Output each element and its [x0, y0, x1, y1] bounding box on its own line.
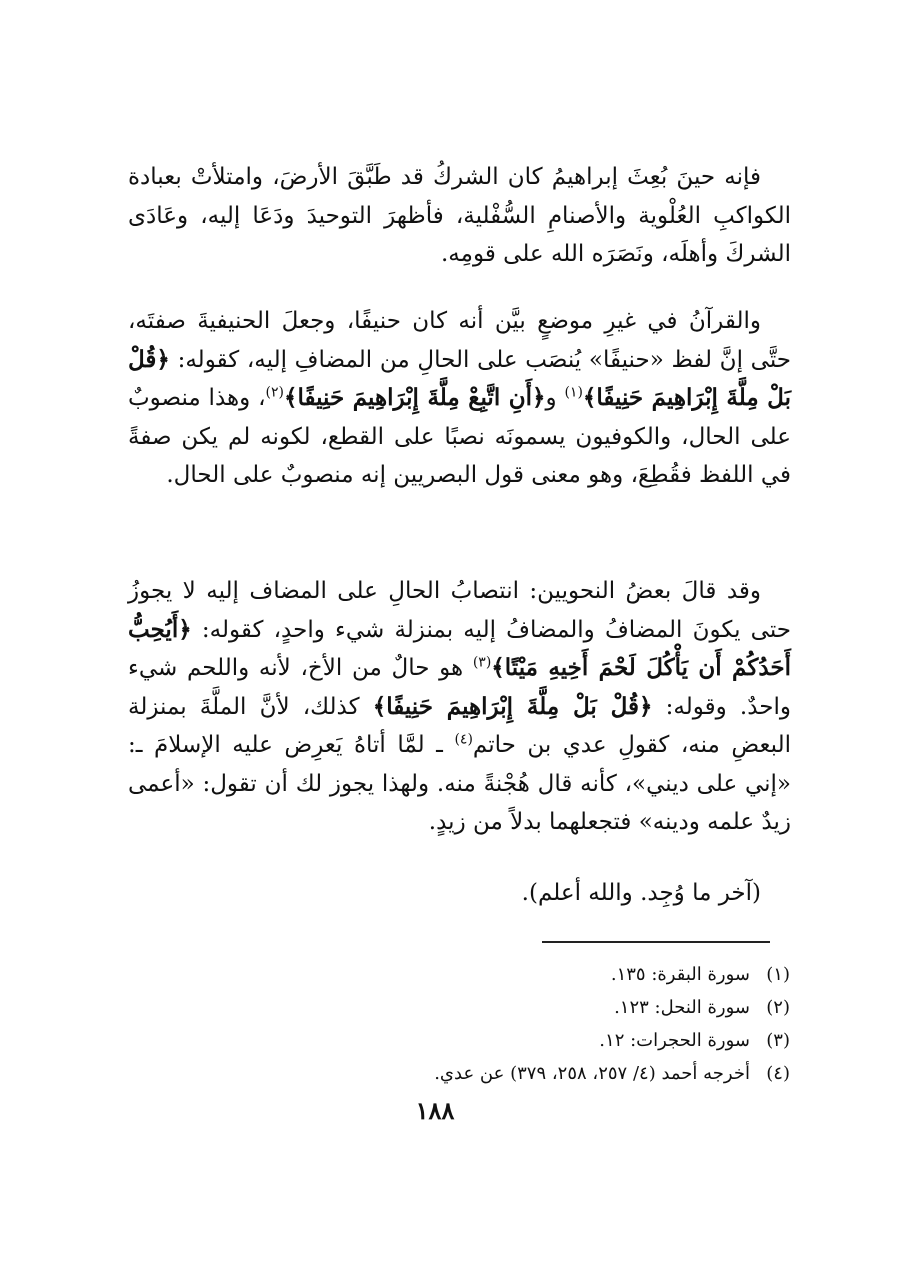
closing-note-text: (آخر ما وُجِد. والله أعلم). [521, 880, 761, 906]
footnote-text: سورة النحل: ١٢٣. [614, 997, 750, 1018]
footnote-text: سورة الحجرات: ١٢. [599, 1030, 750, 1051]
footnotes [300, 958, 790, 1090]
paragraph-1 [128, 158, 791, 274]
paragraph-3-middle: هو حالٌ من الأخ، لأنه واللحم شيء واحدٌ. وقوله: [128, 655, 791, 720]
paragraph-2-joiner: و [545, 385, 565, 411]
footnote-ref-1: (١) [564, 384, 583, 401]
quran-quote-baqarah: ﴿قُلْ بَلْ مِلَّةَ إِبْرَاهِيمَ حَنِيفًا﴾ [128, 345, 792, 411]
footnote-number: (٣) [766, 1030, 790, 1051]
footnote-2 [300, 991, 790, 1024]
paragraph-3-rest: ـ لمَّا أتاهُ يَعرِض عليه الإسلامَ ـ: «إني على ديني»، كأنه قال هُجْنةً منه. ولهذا يجوز لك أن تقول: «أعمى زيدٌ علمه ودينه» فتجعلهما بدلاً من زيدٍ. [128, 732, 791, 835]
paragraph-3-text [128, 572, 791, 842]
paragraph-2-rest: ، وهذا منصوبٌ على الحال، والكوفيون يسمونَه نصبًا على القطع، لكونه لم يكن صفةً في اللفظ فقُطِعَ، وهو معنى قول البصريين إنه منصوبٌ على الحال. [128, 385, 791, 488]
footnote-ref-2: (٢) [265, 384, 284, 401]
footnote-4 [300, 1057, 790, 1090]
page-number: ١٨٨ [415, 1096, 455, 1125]
footnote-text: سورة البقرة: ١٣٥. [610, 964, 750, 985]
closing-note [128, 874, 791, 913]
quran-quote-baqarah-repeat: ﴿قُلْ بَلْ مِلَّةَ إِبْرَاهِيمَ حَنِيفًا﴾ [372, 692, 653, 720]
footnote-1 [300, 958, 790, 991]
quran-quote-hujurat: ﴿أَيُحِبُّ أَحَدُكُمْ أَن يَأْكُلَ لَحْمَ أَخِيهِ مَيْتًا﴾ [128, 615, 791, 681]
paragraph-3 [128, 572, 791, 842]
footnote-number: (٢) [766, 997, 790, 1018]
footnote-separator [542, 941, 770, 943]
quran-quote-nahl: ﴿أَنِ اتَّبِعْ مِلَّةَ إِبْرَاهِيمَ حَنِيفًا﴾ [283, 384, 546, 411]
paragraph-3-intro: وقد قالَ بعضُ النحويين: انتصابُ الحالِ على المضاف إليه لا يجوزُ حتى يكونَ المضافُ والمضافُ إليه بمنزلة شيء واحدٍ، كقوله: [128, 578, 791, 643]
footnote-ref-3: (٣) [472, 654, 492, 671]
paragraph-2-intro: والقرآنُ في غيرِ موضعٍ بيَّن أنه كان حنيفًا، وجعلَ الحنيفيةَ صفتَه، حتَّى إنَّ لفظ «حنيفًا» يُنصَب على الحالِ من المضافِ إليه، كقوله: [128, 308, 791, 373]
footnote-ref-4: (٤) [454, 731, 473, 748]
paragraph-3-middle-2: كذلك، لأنَّ الملَّةَ بمنزلة البعضِ منه، كقولِ عدي بن حاتم [128, 693, 791, 758]
paragraph-2-text [128, 302, 791, 495]
footnote-text: أخرجه أحمد (٤/ ٢٥٧، ٢٥٨، ٣٧٩) عن عدي. [434, 1063, 750, 1084]
footnote-number: (١) [766, 964, 790, 985]
paragraph-2 [128, 302, 791, 495]
paragraph-1-text: فإنه حينَ بُعِثَ إبراهيمُ كان الشركُ قد طَبَّقَ الأرضَ، وامتلأتْ بعبادة الكواكبِ العُلْوية والأصنامِ السُّفْلية، فأظهرَ التوحيدَ ودَعَا إليه، وعَادَى الشركَ وأهلَه، ونَصَرَه الله على قومِه. [128, 164, 791, 267]
footnote-number: (٤) [766, 1063, 790, 1084]
footnote-3 [300, 1024, 790, 1057]
